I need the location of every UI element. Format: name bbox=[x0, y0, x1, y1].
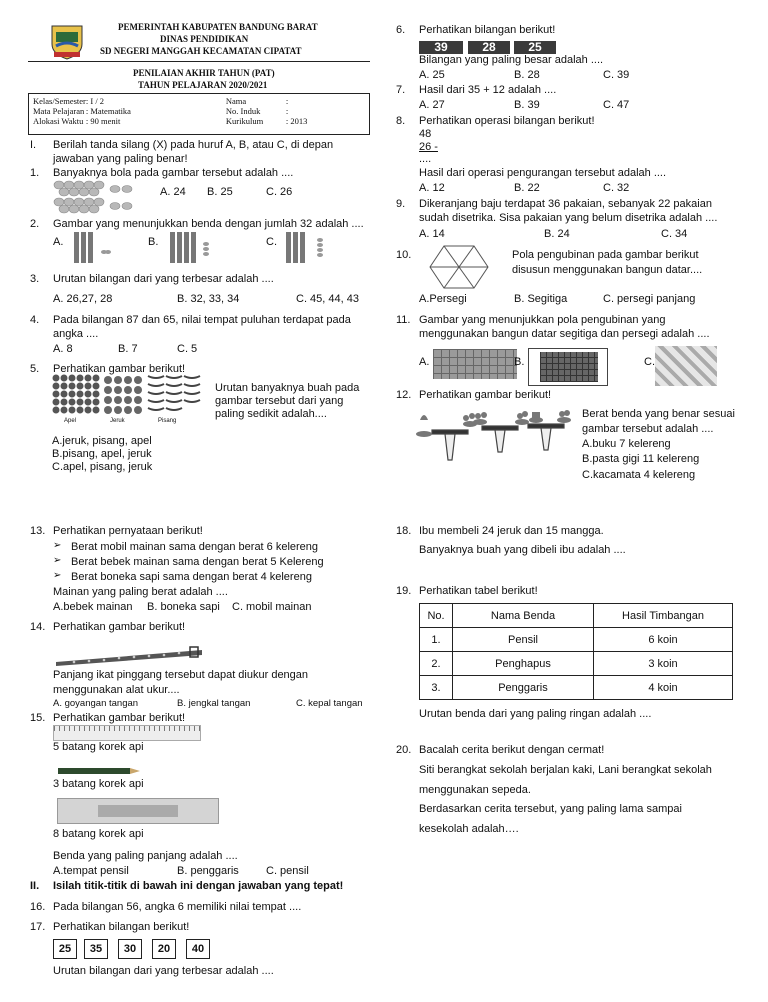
meta-kelas-value: : I / 2 bbox=[85, 96, 105, 106]
q20-story3: Berdasarkan cerita tersebut, yang paling lama sampai bbox=[419, 803, 682, 815]
q13-bullet-3: Berat boneka sapi sama dengan berat 4 kelereng bbox=[71, 571, 312, 583]
q13-option-c[interactable]: C. mobil mainan bbox=[232, 601, 312, 613]
school-logo bbox=[48, 24, 86, 60]
q4-option-b[interactable]: B. 7 bbox=[118, 343, 138, 355]
q14-text: Perhatikan gambar berikut! bbox=[53, 621, 186, 633]
section2-text: Isilah titik-titik di bawah ini dengan jawaban yang tepat! bbox=[53, 880, 344, 892]
q2-image-b bbox=[170, 232, 214, 264]
table-cell: 4 koin bbox=[594, 676, 733, 700]
q1-option-b[interactable]: B. 25 bbox=[207, 186, 233, 198]
q13-bullet-3-icon: ➢ bbox=[53, 570, 62, 581]
q5-option-b[interactable]: B.pisang, apel, jeruk bbox=[52, 448, 152, 460]
q6-option-a[interactable]: A. 25 bbox=[419, 69, 445, 81]
q13-bullet-1-icon: ➢ bbox=[53, 540, 62, 551]
q2-image-a bbox=[74, 232, 114, 264]
table-row bbox=[420, 628, 733, 652]
q13-num: 13. bbox=[30, 525, 46, 537]
q3-option-a[interactable]: A. 26,27, 28 bbox=[53, 293, 113, 305]
table-cell: Penghapus bbox=[453, 652, 594, 676]
meta-induk-label: No. Induk bbox=[225, 106, 261, 116]
q12-num: 12. bbox=[396, 389, 412, 401]
q6-option-c[interactable]: C. 39 bbox=[603, 69, 630, 81]
table-header-cell: Hasil Timbangan bbox=[594, 604, 733, 628]
q11-option-b[interactable]: B. bbox=[514, 356, 525, 368]
q3-option-c[interactable]: C. 45, 44, 43 bbox=[296, 293, 359, 305]
q11-option-c[interactable]: C. bbox=[644, 356, 655, 368]
q16-text: Pada bilangan 56, angka 6 memiliki nilai tempat .... bbox=[53, 901, 302, 913]
q5-option-a[interactable]: A.jeruk, pisang, apel bbox=[52, 435, 152, 447]
q20-story4: kesekolah adalah…. bbox=[419, 823, 519, 835]
q14-option-a[interactable]: A. goyangan tangan bbox=[53, 698, 139, 709]
q12-option-b[interactable]: B.pasta gigi 11 kelereng bbox=[582, 453, 700, 465]
q8-line2: 26 - bbox=[419, 141, 438, 153]
q6-number-1: 39 bbox=[419, 41, 463, 54]
q14-option-b[interactable]: B. jengkal tangan bbox=[177, 698, 251, 709]
q13-question: Mainan yang paling berat adalah .... bbox=[53, 586, 228, 598]
q17-number-1: 25 bbox=[53, 939, 77, 959]
meta-nama-value: : bbox=[285, 96, 289, 106]
q4-text1: Pada bilangan 87 dan 65, nilai tempat puluhan terdapat pada bbox=[53, 314, 351, 326]
q5-label-apel: Apel bbox=[64, 418, 77, 424]
q1-option-a[interactable]: A. 24 bbox=[160, 186, 186, 198]
table-cell: 2. bbox=[420, 652, 453, 676]
q4-option-a[interactable]: A. 8 bbox=[53, 343, 73, 355]
q8-option-b[interactable]: B. 22 bbox=[514, 182, 540, 194]
q6-number-2: 28 bbox=[468, 41, 510, 54]
q10-option-a[interactable]: A.Persegi bbox=[419, 293, 467, 305]
q5-side1: Urutan banyaknya buah pada bbox=[215, 382, 360, 394]
meta-mapel-value: : Matematika bbox=[85, 106, 131, 116]
q5-side3: paling sedikit adalah.... bbox=[215, 408, 327, 420]
table-cell: 3 koin bbox=[594, 652, 733, 676]
q14-belt-image bbox=[54, 644, 204, 666]
header-line3: SD NEGERI MANGGAH KECAMATAN CIPATAT bbox=[100, 46, 302, 56]
q17-num: 17. bbox=[30, 921, 46, 933]
q14-question1: Panjang ikat pinggang tersebut dapat diukur dengan bbox=[53, 669, 309, 681]
q7-num: 7. bbox=[396, 84, 406, 96]
section1-text1: Berilah tanda silang (X) pada huruf A, B, atau C, di depan bbox=[53, 139, 334, 151]
table-row bbox=[420, 676, 733, 700]
q4-text2: angka .... bbox=[53, 328, 99, 340]
q6-text: Perhatikan bilangan berikut! bbox=[419, 24, 556, 36]
q8-option-a[interactable]: A. 12 bbox=[419, 182, 445, 194]
q15-option-c[interactable]: C. pensil bbox=[266, 865, 309, 877]
q10-option-c[interactable]: C. persegi panjang bbox=[603, 293, 696, 305]
table-cell: Penggaris bbox=[453, 676, 594, 700]
q20-text: Bacalah cerita berikut dengan cermat! bbox=[419, 744, 605, 756]
meta-induk-value: : bbox=[285, 106, 289, 116]
q7-text: Hasil dari 35 + 12 adalah .... bbox=[419, 84, 557, 96]
section1-text2: jawaban yang paling benar! bbox=[53, 153, 188, 165]
q9-num: 9. bbox=[396, 198, 406, 210]
q11-image-b bbox=[528, 348, 608, 386]
q13-option-b[interactable]: B. boneka sapi bbox=[147, 601, 220, 613]
q15-text: Perhatikan gambar berikut! bbox=[53, 712, 186, 724]
q8-line1: 48 bbox=[419, 128, 432, 140]
q7-option-c[interactable]: C. 47 bbox=[603, 99, 630, 111]
q2-text: Gambar yang menunjukkan benda dengan jumlah 32 adalah .... bbox=[53, 218, 364, 230]
section2-num: II. bbox=[30, 880, 40, 892]
q13-bullet-1: Berat mobil mainan sama dengan berat 6 kelereng bbox=[71, 541, 319, 553]
q11-option-a[interactable]: A. bbox=[419, 356, 430, 368]
q17-number-5: 40 bbox=[186, 939, 210, 959]
q15-option-a[interactable]: A.tempat pensil bbox=[53, 865, 129, 877]
q18-num: 18. bbox=[396, 525, 412, 537]
q1-text: Banyaknya bola pada gambar tersebut adalah .... bbox=[53, 167, 294, 179]
header-divider bbox=[28, 61, 370, 62]
q9-option-b[interactable]: B. 24 bbox=[544, 228, 570, 240]
exam-title: PENILAIAN AKHIR TAHUN (PAT) bbox=[133, 68, 275, 78]
q2-option-a[interactable]: A. bbox=[53, 236, 64, 248]
meta-kurikulum-label: Kurikulum bbox=[225, 116, 264, 126]
q5-label-pisang: Pisang bbox=[158, 418, 177, 424]
q14-num: 14. bbox=[30, 621, 46, 633]
q9-text1: Dikeranjang baju terdapat 36 pakaian, sebanyak 22 pakaian bbox=[419, 198, 712, 210]
q19-table bbox=[419, 603, 733, 700]
q3-text: Urutan bilangan dari yang terbesar adalah .... bbox=[53, 273, 274, 285]
q17-number-2: 35 bbox=[84, 939, 108, 959]
table-row bbox=[420, 652, 733, 676]
q8-question: Hasil dari operasi pengurangan tersebut adalah .... bbox=[419, 167, 667, 179]
q11-num: 11. bbox=[396, 314, 411, 326]
section1-num: I. bbox=[30, 139, 37, 151]
table-cell: 3. bbox=[420, 676, 453, 700]
meta-waktu-label: Alokasi Waktu bbox=[33, 116, 84, 126]
q10-text1: Pola pengubinan pada gambar berikut bbox=[512, 249, 699, 261]
q13-option-a[interactable]: A.bebek mainan bbox=[53, 601, 133, 613]
q8-text: Perhatikan operasi bilangan berikut! bbox=[419, 115, 595, 127]
table-cell: Pensil bbox=[453, 628, 594, 652]
meta-box bbox=[28, 93, 370, 135]
q2-image-c bbox=[286, 232, 328, 264]
q17-text: Perhatikan bilangan berikut! bbox=[53, 921, 190, 933]
q20-num: 20. bbox=[396, 744, 412, 756]
q12-text: Perhatikan gambar berikut! bbox=[419, 389, 552, 401]
meta-nama-label: Nama bbox=[225, 96, 247, 106]
q1-num: 1. bbox=[30, 167, 40, 179]
q5-num: 5. bbox=[30, 363, 40, 375]
q6-num: 6. bbox=[396, 24, 406, 36]
q14-option-c[interactable]: C. kepal tangan bbox=[296, 698, 363, 709]
q18-text: Ibu membeli 24 jeruk dan 15 mangga. bbox=[419, 525, 604, 537]
q4-num: 4. bbox=[30, 314, 40, 326]
q8-line3: .... bbox=[419, 153, 432, 165]
q4-option-c[interactable]: C. 5 bbox=[177, 343, 198, 355]
q17-number-4: 20 bbox=[152, 939, 176, 959]
q6-option-b[interactable]: B. 28 bbox=[514, 69, 540, 81]
q7-option-b[interactable]: B. 39 bbox=[514, 99, 540, 111]
q13-text: Perhatikan pernyataan berikut! bbox=[53, 525, 203, 537]
q15-pencil-image bbox=[58, 765, 140, 771]
q3-option-b[interactable]: B. 32, 33, 34 bbox=[177, 293, 240, 305]
table-header-row bbox=[420, 604, 733, 628]
q19-num: 19. bbox=[396, 585, 412, 597]
q1-balls-image bbox=[53, 180, 137, 214]
q5-option-c[interactable]: C.apel, pisang, jeruk bbox=[52, 461, 153, 473]
q12-scales-image bbox=[412, 402, 578, 464]
header-line2: DINAS PENDIDIKAN bbox=[160, 34, 249, 44]
q2-option-c[interactable]: C. bbox=[266, 236, 277, 248]
q7-option-a[interactable]: A. 27 bbox=[419, 99, 445, 111]
q14-question2: menggunakan alat ukur.... bbox=[53, 684, 180, 696]
q2-num: 2. bbox=[30, 218, 40, 230]
q15-label-2: 3 batang korek api bbox=[53, 778, 144, 790]
q19-question: Urutan benda dari yang paling ringan adalah .... bbox=[419, 708, 652, 720]
q8-num: 8. bbox=[396, 115, 406, 127]
q15-question: Benda yang paling panjang adalah .... bbox=[53, 850, 238, 862]
q20-story1: Siti berangkat sekolah berjalan kaki, Lani berangkat sekolah bbox=[419, 764, 712, 776]
q15-num: 15. bbox=[30, 712, 46, 724]
q15-pencil-case-image bbox=[57, 798, 219, 824]
meta-waktu-value: : 90 menit bbox=[85, 116, 121, 126]
q10-text2: disusun menggunakan bangun datar.... bbox=[512, 264, 703, 276]
q13-bullet-2: Berat bebek mainan sama dengan berat 5 Kelereng bbox=[71, 556, 324, 568]
q5-fruits-image bbox=[52, 374, 202, 424]
q6-question: Bilangan yang paling besar adalah .... bbox=[419, 54, 604, 66]
q17-question: Urutan bilangan dari yang terbesar adalah .... bbox=[53, 965, 274, 977]
q10-hexagon-image bbox=[428, 244, 490, 290]
q17-number-3: 30 bbox=[118, 939, 142, 959]
exam-year: TAHUN PELAJARAN 2020/2021 bbox=[138, 80, 268, 90]
q9-text2: sudah disetrika. Sisa pakaian yang belum disetrika adalah .... bbox=[419, 212, 718, 224]
table-header-cell: Nama Benda bbox=[453, 604, 594, 628]
q9-option-a[interactable]: A. 14 bbox=[419, 228, 445, 240]
q18-question: Banyaknya buah yang dibeli ibu adalah .... bbox=[419, 544, 626, 556]
header-line1: PEMERINTAH KABUPATEN BANDUNG BARAT bbox=[118, 22, 318, 32]
q19-text: Perhatikan tabel berikut! bbox=[419, 585, 538, 597]
q5-side2: gambar tersebut dari yang bbox=[215, 395, 344, 407]
q15-label-3: 8 batang korek api bbox=[53, 828, 144, 840]
q1-option-c[interactable]: C. 26 bbox=[266, 186, 293, 198]
q20-story2: menggunakan sepeda. bbox=[419, 784, 531, 796]
q15-label-1: 5 batang korek api bbox=[53, 741, 144, 753]
q15-option-b[interactable]: B. penggaris bbox=[177, 865, 239, 877]
q15-ruler-image bbox=[53, 725, 201, 741]
q10-option-b[interactable]: B. Segitiga bbox=[514, 293, 568, 305]
table-cell: 6 koin bbox=[594, 628, 733, 652]
q10-num: 10. bbox=[396, 249, 412, 261]
q5-text: Perhatikan gambar berikut! bbox=[53, 363, 186, 375]
meta-mapel-label: Mata Pelajaran bbox=[33, 106, 85, 116]
q6-number-3: 25 bbox=[514, 41, 556, 54]
q12-side1: Berat benda yang benar sesuai bbox=[582, 408, 735, 420]
q11-image-a bbox=[433, 349, 517, 379]
q8-option-c[interactable]: C. 32 bbox=[603, 182, 630, 194]
table-cell: 1. bbox=[420, 628, 453, 652]
q12-option-c[interactable]: C.kacamata 4 kelereng bbox=[582, 469, 696, 481]
table-header-cell: No. bbox=[420, 604, 453, 628]
q12-option-a[interactable]: A.buku 7 kelereng bbox=[582, 438, 671, 450]
q11-image-c bbox=[655, 346, 717, 386]
q16-num: 16. bbox=[30, 901, 46, 913]
q9-option-c[interactable]: C. 34 bbox=[661, 228, 688, 240]
q5-label-jeruk: Jeruk bbox=[110, 418, 125, 424]
meta-kelas-label: Kelas/Semester bbox=[33, 96, 86, 106]
q12-side2: gambar tersebut adalah .... bbox=[582, 423, 714, 435]
q11-text1: Gambar yang menunjukkan pola pengubinan yang bbox=[419, 314, 666, 326]
q11-text2: menggunakan bangun datar segitiga dan persegi adalah .... bbox=[419, 328, 710, 340]
q3-num: 3. bbox=[30, 273, 40, 285]
q13-bullet-2-icon: ➢ bbox=[53, 555, 62, 566]
q2-option-b[interactable]: B. bbox=[148, 236, 159, 248]
meta-kurikulum-value: : 2013 bbox=[285, 116, 308, 126]
